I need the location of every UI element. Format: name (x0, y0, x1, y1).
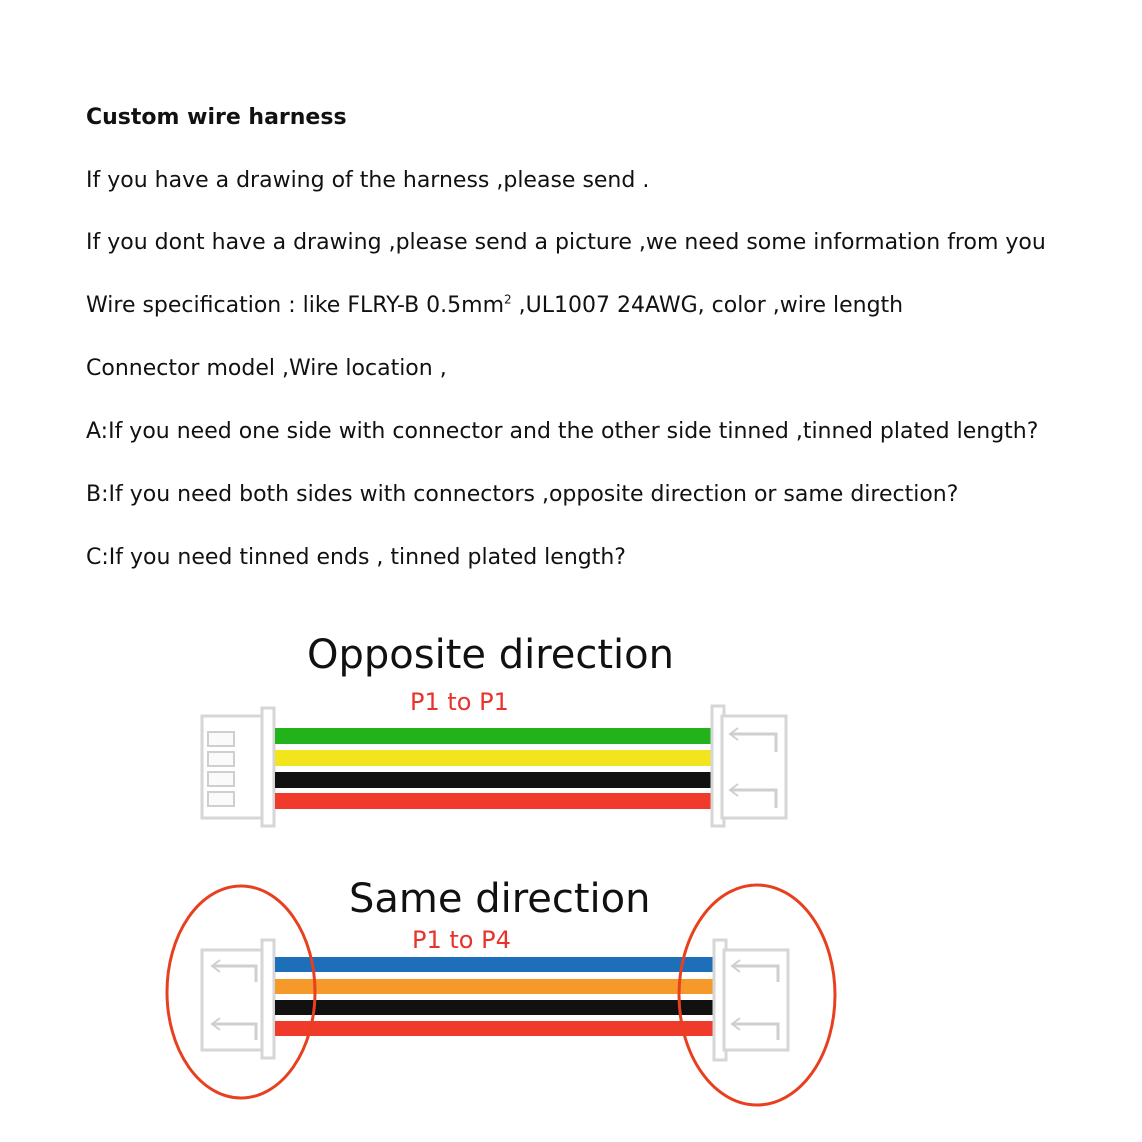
wire-2-opposite (275, 750, 712, 766)
wire-spec-suffix: ,UL1007 24AWG, color ,wire length (511, 293, 904, 318)
text-line-c: C:If you need tinned ends , tinned plated length? (86, 545, 626, 570)
same-direction-subtitle: P1 to P4 (412, 926, 511, 954)
wire-spec-text: Wire specification : like FLRY-B 0.5mm (86, 293, 505, 318)
superscript-2: 2 (504, 292, 512, 307)
left-connector-same (202, 940, 274, 1058)
left-connector-opposite (202, 708, 274, 826)
same-direction-title: Same direction (349, 876, 651, 922)
wire-4-same (275, 1021, 715, 1036)
text-line-4: Connector model ,Wire location , (86, 356, 447, 381)
text-line-b: B:If you need both sides with connectors ,opposite direction or same direction? (86, 482, 959, 507)
wire-1-same (275, 957, 715, 972)
text-line-a: A:If you need one side with connector and the other side tinned ,tinned plated length? (86, 419, 1039, 444)
wire-3-same (275, 1000, 715, 1015)
opposite-direction-diagram (202, 706, 786, 826)
right-connector-same (714, 940, 788, 1060)
wire-4-opposite (275, 793, 712, 809)
wire-3-opposite (275, 772, 712, 788)
right-connector-opposite (712, 706, 786, 826)
opposite-direction-title: Opposite direction (307, 632, 674, 678)
wire-1-opposite (275, 728, 712, 744)
text-line-2: If you dont have a drawing ,please send a picture ,we need some information from you (86, 230, 1046, 255)
text-line-1: If you have a drawing of the harness ,please send . (86, 168, 650, 193)
opposite-direction-subtitle: P1 to P1 (410, 688, 509, 716)
document-title: Custom wire harness (86, 105, 347, 130)
wire-2-same (275, 979, 715, 994)
